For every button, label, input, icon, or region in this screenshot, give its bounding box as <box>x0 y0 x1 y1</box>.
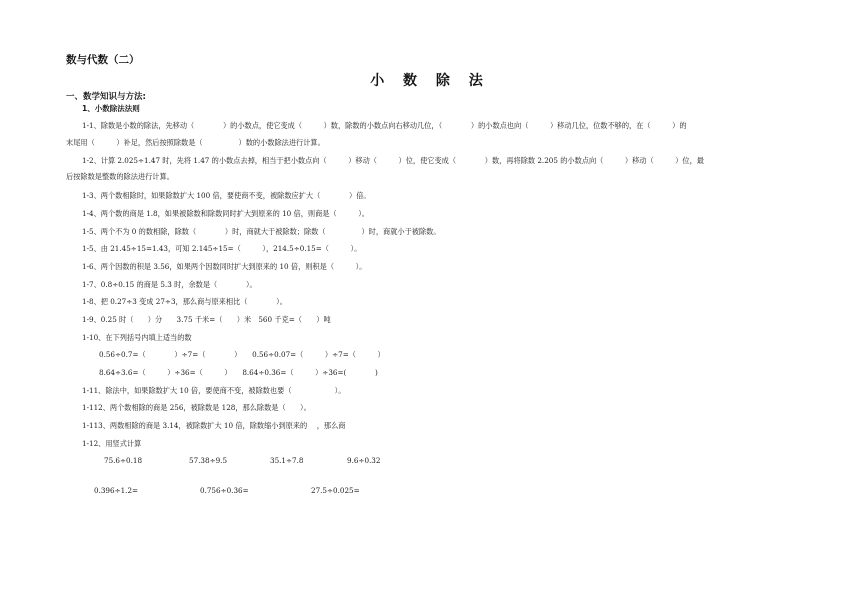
calc-item: 9.6÷0.32 <box>347 456 381 465</box>
question-1-11: 1-11、除法中，如果除数扩大 10 倍，要使商不变，被除数也要（ ）。 <box>82 386 346 395</box>
question-1-3: 1-3、两个数相除时，如果除数扩大 100 倍，要使商不变，被除数应扩大（ ）倍。 <box>82 191 371 200</box>
calc-item: 75.6÷0.18 <box>104 456 143 465</box>
question-1-2: 1-2、计算 2.025÷1.47 时，先将 1.47 的小数点去掉，相当于把小数点向（ ）移动（ ）位，使它变成（ ）数，再将除数 2.205 的小数点向（ ）移动（ ）位，最 <box>82 156 704 165</box>
subsection-heading: 1、小数除法法则 <box>82 104 140 113</box>
question-1-5a: 1-5、两个不为 0 的数相除，除数（ ）时，商就大于被除数；除数（ ）时，商就小于被除数。 <box>82 227 441 236</box>
question-1-113: 1-113、两数相除的商是 3.14，被除数扩大 10 倍，除数缩小到原来的 ，那么商 <box>82 421 346 430</box>
question-1-5b: 1-5、由 21.45÷15=1.43，可知 2.145÷15=（ ），214.5÷0.15=（ ）。 <box>82 244 362 253</box>
section-heading: 一、数学知识与方法: <box>66 92 146 102</box>
worksheet-header: 数与代数（二） <box>66 54 140 66</box>
calc-item: 35.1÷7.8 <box>270 456 304 465</box>
question-1-12: 1-12、用竖式计算 <box>82 439 142 448</box>
calc-item: 0.396÷1.2= <box>94 486 139 495</box>
question-1-10-row1: 0.56÷0.7=（ ）÷7=（ ） 0.56÷0.07=（ ）÷7=（ ） <box>99 350 385 359</box>
question-1-7: 1-7、0.8÷0.15 的商是 5.3 时，余数是（ ）。 <box>82 280 257 289</box>
question-1-10: 1-10、在下列括号内填上适当的数 <box>82 333 192 342</box>
question-1-1-cont: 末尾用（ ）补足，然后按照除数是（ ）数的小数除法进行计算。 <box>66 138 325 147</box>
question-1-112: 1-112、两个数相除的商是 256，被除数是 128，那么除数是（ ）。 <box>82 403 311 412</box>
question-1-8: 1-8、把 0.27÷3 变成 27÷3，那么商与原来相比（ ）。 <box>82 297 287 306</box>
question-1-2-cont: 后按除数是整数的除法进行计算。 <box>66 172 174 181</box>
calc-item: 57.38÷9.5 <box>189 456 228 465</box>
question-1-6: 1-6、两个因数的积是 3.56，如果两个因数同时扩大到原来的 10 倍，则积是（ ）。 <box>82 262 367 271</box>
calc-item: 0.756÷0.36= <box>200 486 249 495</box>
question-1-1: 1-1、除数是小数的除法，先移动（ ）的小数点，使它变成（ ）数，除数的小数点向右移动几位，（ ）的小数点也向（ ）移动几位，位数不够的，在（ ）的 <box>82 121 687 130</box>
calc-item: 27.5÷0.025= <box>311 486 360 495</box>
question-1-10-row2: 8.64÷3.6=（ ）÷36=（ ） 8.64÷0.36=（ ）÷36=( ) <box>99 368 378 377</box>
worksheet-title: 小 数 除 法 <box>370 73 490 89</box>
question-1-9: 1-9、0.25 时（ ）分 3.75 千米=（ ）米 560 千克=（ ）吨 <box>82 315 331 324</box>
question-1-4: 1-4、两个数的商是 1.8，如果被除数和除数同时扩大到原来的 10 倍，则商是（ ）。 <box>82 209 369 218</box>
